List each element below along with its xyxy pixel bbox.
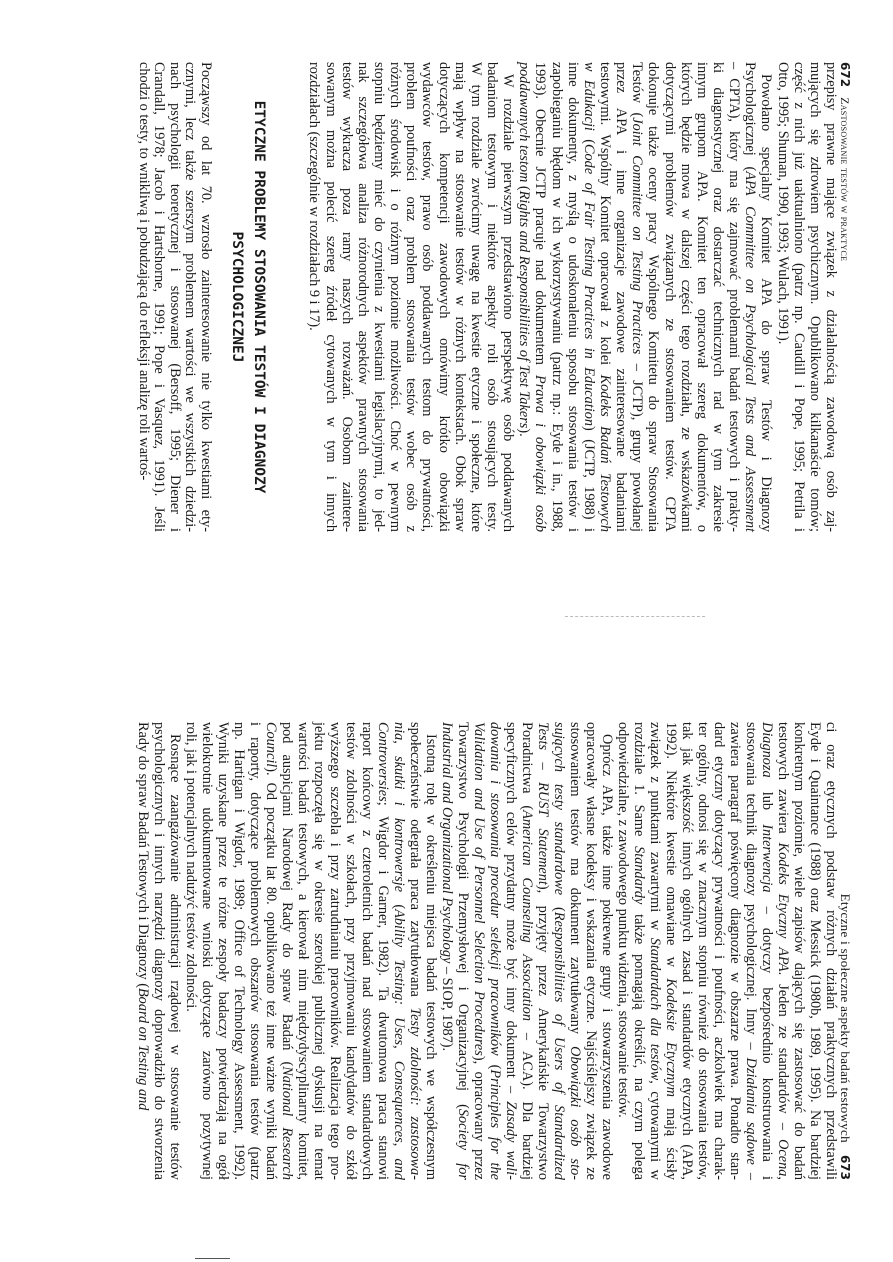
text-segment: ( xyxy=(391,892,407,910)
text-segment: Rady do spraw Badań Testowych i Diagnozy ( xyxy=(135,722,151,988)
text-segment: – dotyczy bezpośrednio konstruowania i xyxy=(759,892,775,1181)
text-line: raport końcowy z czteroletnich badań nad stosowaniem standardowych xyxy=(359,722,375,1180)
text-line: część z nich już uaktualniono (patrz np. Caudill i Pope, 1995; Petrila i xyxy=(790,62,807,532)
text-line: dotyczących kompetencji zawodowych omówimy krótko obowiązki xyxy=(435,62,452,532)
italic-text: Działania sądowe xyxy=(743,1057,759,1165)
text-segment: 1993). Obecnie JCTP pracuje nad dokumentem xyxy=(532,62,549,375)
text-segment: ( xyxy=(551,895,567,912)
italic-text: Kodeks Etyczny APA xyxy=(775,842,791,972)
italic-text: poddawanych testom xyxy=(516,62,533,183)
text-line xyxy=(263,722,279,1180)
text-line: których będzie mowa w dalszej części tego rozdziału, ze wskazówkami xyxy=(677,62,694,532)
text-segment: związek z punktami zawartymi w xyxy=(647,722,663,938)
text-segment: ( xyxy=(580,130,597,144)
body-text xyxy=(135,722,839,1180)
paragraph xyxy=(774,62,839,532)
text-line xyxy=(439,722,455,1180)
scan-artifact xyxy=(565,616,705,617)
text-line: rozdziałach (szczególnie w rozdziałach 9 i 17). xyxy=(306,62,323,331)
text-segment: . Jeden ze standardów – xyxy=(775,971,791,1140)
italic-text: National Research xyxy=(279,1066,295,1180)
text-line xyxy=(629,62,645,532)
text-line: tak jak większość innych ogólnych zasad i standardów etycznych (APA, xyxy=(679,722,695,1180)
text-segment: lub xyxy=(759,777,775,825)
section-heading-line: ETYCZNE PROBLEMY STOSOWANIA TESTÓW I DIAGNOZY xyxy=(251,100,267,494)
text-segment: ; Wigdor i Garner, 1982). Ta dwutomowa praca stanowi xyxy=(375,801,391,1180)
italic-text: nia, skutki i kontrowersje xyxy=(391,722,407,893)
text-line: różnych środowisk i o różnym poziomie możliwości. Choć w pewnym xyxy=(387,62,404,532)
text-segment: Poradnictwa ( xyxy=(519,722,535,811)
italic-text: Controversies xyxy=(375,722,391,802)
page-number: 672 xyxy=(838,62,852,88)
italic-text: Validation and Use of Personnel Selection Procedures xyxy=(471,722,487,1056)
text-line: Począwszy od lat 70. wzrosło zainteresowanie nie tylko kwestiami ety- xyxy=(198,62,214,532)
text-segment: Towarzystwo Psychologii Przemysłowej i Organizacyjnej ( xyxy=(455,722,471,1109)
section-heading-line: PSYCHOLOGICZNEJ xyxy=(229,231,245,363)
text-line xyxy=(471,722,487,1180)
italic-text: Obowiązki osób sto- xyxy=(567,1046,583,1180)
paragraph xyxy=(615,722,839,1180)
italic-text: Code of Fair Testing Practices in Education xyxy=(580,144,597,427)
text-line: konkretnym poziomie, wiele zapisów dających się zastosować do badań xyxy=(791,722,807,1180)
italic-text: Tests – RUST Statement xyxy=(535,722,551,885)
left-page xyxy=(128,62,858,532)
text-line: Otto, 1995; Shuman, 1990, 1993; Wulach, 1991). xyxy=(774,62,791,345)
text-line: dokonuje także oceny pracy Wspólnego Komitetu do spraw Stosowania xyxy=(645,62,662,532)
text-segment: ), opracowany przez xyxy=(471,1055,487,1180)
text-segment: testowymi. Wspólny Komitet opracował z kolei xyxy=(597,62,614,375)
text-line xyxy=(663,722,679,1180)
text-line xyxy=(455,722,471,1180)
text-line xyxy=(743,722,759,1180)
text-line: Powołano specjalny Komitet APA do spraw Testów i Diagnozy xyxy=(758,74,775,532)
text-line: dotyczącymi problemów związanych ze stosowaniem testów. CPTA xyxy=(661,62,678,532)
text-line xyxy=(597,62,613,532)
italic-text: Board on Testing and xyxy=(135,987,151,1111)
text-segment: mają ścisły xyxy=(663,1096,679,1180)
text-segment: ), przyjęty przez Amerykańskie Towarzystwo xyxy=(535,884,551,1180)
text-segment: ) (JCTP, 1988) i xyxy=(580,426,597,532)
text-line: Oprócz APA, także inne pokrewne grupy i stowarzyszenia zawodowe xyxy=(599,734,615,1180)
text-line: innym grupom APA. Komitet ten opracował szereg dokumentów, o xyxy=(693,62,710,532)
text-line: odpowiedzialne, z zawodowego punktu widzenia, stosowanie testów. xyxy=(615,722,631,1118)
text-line xyxy=(581,62,597,532)
text-line xyxy=(532,62,548,532)
text-line xyxy=(391,722,407,1180)
text-line: Rosnące zaangażowanie administracji rządowej w stosowanie testów xyxy=(167,734,183,1180)
italic-text: Standardach dla testów xyxy=(647,937,663,1081)
text-segment: testowych zawiera xyxy=(775,722,791,843)
text-line: ci oraz etycznych podstaw różnych działań praktycznych przedstawili xyxy=(823,722,839,1180)
text-line: Istotną rolę w określeniu miejsca badań testowych we współczesnym xyxy=(423,734,439,1180)
running-title: Etyczne i społeczne aspekty badań testowych xyxy=(838,893,853,1143)
page-number: 673 xyxy=(838,1154,852,1180)
text-line: ter ogólny, odnosi się w znacznym stopniu również do stosowania testów, xyxy=(695,722,711,1180)
italic-text: Ability Testing: Uses, Consequences, and xyxy=(391,909,407,1180)
text-line: wyższego szczebla i przy zatrudnianiu pracowników. Realizacja tego pro- xyxy=(327,722,343,1180)
text-line xyxy=(647,722,663,1180)
italic-text: Zasady wali- xyxy=(503,1101,519,1180)
text-line xyxy=(759,722,775,1180)
text-line: W rozdziale pierwszym przedstawiono perspektywę osób poddawanych xyxy=(500,74,517,532)
text-line: sowanym można polecić szereg źródeł cytowanych w tym i innych xyxy=(322,62,339,532)
text-segment: – JCTP), grupy powołanej xyxy=(629,354,646,532)
italic-text: Prawa i obowiązki osób xyxy=(532,374,549,532)
text-line: – CPTA), który ma się zajmować problemami badań testowych i prakty- xyxy=(726,62,743,532)
text-line: nach psychologii teoretycznej i stosowanej (Bersoff, 1995; Diener i xyxy=(167,62,183,532)
text-segment: specyficznych celów przydatny może być inny dokument – xyxy=(503,722,519,1102)
text-line: dard etyczny dotyczący prywatności i poufności, aczkolwiek ma charak- xyxy=(711,722,727,1180)
italic-text: Kodeksie Etycznym xyxy=(663,978,679,1097)
section-heading xyxy=(226,62,270,532)
text-line: wydawców testów, prawo osób poddawanych testom do prywatności, xyxy=(419,62,436,532)
text-line: mujących się zdrowiem psychicznym. Opublikowano kilkanaście tomów; xyxy=(806,62,823,532)
running-title: Zastosowanie testów w praktyce xyxy=(838,97,852,262)
text-line: przepisy prawne mające związek z działalnością zawodową osób zaj- xyxy=(823,62,839,532)
italic-text: Kodeks Badań Testowych xyxy=(597,374,614,532)
text-line: i raporty, dotyczące problemowych obszarów stosowania testów (patrz xyxy=(247,722,263,1180)
italic-text: Joint Committee on Testing Practices xyxy=(629,117,646,355)
italic-text: Principles for the xyxy=(487,1069,503,1180)
text-line: badaniom testowym i niektóre aspekty roli osób stosujących testy. xyxy=(484,62,501,532)
italic-text: sujących testy standardowe xyxy=(551,722,567,896)
text-line xyxy=(567,722,583,1180)
italic-text: Industrial and Organizational Psychology xyxy=(439,722,455,964)
italic-text: Rights and Responsibilities of Test Takers xyxy=(516,190,533,429)
italic-text: Ocena, xyxy=(775,1139,791,1180)
text-line: zapobieganiu błędom w ich wykorzystywaniu (patrz np.: Eyde i in., 1988, xyxy=(548,62,565,532)
text-line: inne dokumenty, z myślą o udoskonaleniu sposobu stosowania testów i xyxy=(564,62,581,532)
text-segment: ). Od początku lat 80. opublikowano też inne ważne wyniki badań xyxy=(263,767,279,1180)
text-segment: ). xyxy=(516,428,533,437)
text-line: testów wykracza poza ramy naszych rozważań. Osobom zaintere- xyxy=(338,62,355,532)
text-segment: – ACA). Dla bardziej xyxy=(519,1021,535,1181)
paragraph xyxy=(136,62,214,532)
body-text xyxy=(306,62,839,532)
italic-text: w Edukacji xyxy=(580,62,597,131)
text-line xyxy=(519,722,535,1180)
text-line: mają wpływ na stosowanie testów w różnych kontekstach. Obok spraw xyxy=(451,62,468,532)
paragraph xyxy=(439,722,615,1180)
text-line: W tym rozdziale zwrócimy uwagę na kwestie etyczne i społeczne, które xyxy=(467,62,484,532)
italic-text: Testy zdolności: zastosowa- xyxy=(407,1007,423,1181)
text-segment: ( xyxy=(516,182,533,191)
text-segment: stosowaniem testów ma dokument zatytułowany xyxy=(567,722,583,1047)
text-segment: także pomagają określić, na czym polega xyxy=(631,904,647,1180)
text-segment: Psychologicznej ( xyxy=(742,62,759,172)
italic-text: Society for xyxy=(455,1108,471,1180)
text-segment: stosowania technik diagnozy psychologicznej. Inny – xyxy=(743,722,759,1058)
running-header xyxy=(837,62,853,532)
section-body-text xyxy=(136,62,214,532)
text-segment: 1992). Niektóre kwestie omawiane w xyxy=(663,722,679,979)
text-line xyxy=(503,722,519,1180)
text-line: Crandall, 1978; Jacob i Hartshorne, 1991; Pope i Vasquez, 1991). Jeśli xyxy=(151,62,168,532)
paragraph xyxy=(135,722,183,1180)
italic-text: dowania i stosowania procedur selekcji pracowników xyxy=(487,722,503,1056)
text-line xyxy=(516,62,532,532)
text-line: psychologicznych i innych narzędzi diagnozy doprowadziło do stworzenia xyxy=(151,722,167,1180)
text-line xyxy=(775,722,791,1180)
italic-text: Diagnoza xyxy=(759,722,775,778)
text-line: cznymi, lecz także szerszym problemem wartości we wszystkich dziedzi- xyxy=(182,62,199,532)
paragraph xyxy=(183,722,439,1180)
text-line: przez APA i inne organizacje zawodowe zainteresowane badaniami xyxy=(613,62,630,532)
text-segment: społeczeństwie odegrała praca zatytułowana xyxy=(407,722,423,1008)
text-segment: rozdziale 1. Same xyxy=(631,722,647,847)
paragraph xyxy=(306,62,516,532)
text-segment: pod auspicjami Narodowej Rady do spraw Badań ( xyxy=(279,722,295,1067)
text-line xyxy=(631,722,647,1180)
text-line: np. Hartigan i Wigdor, 1989; Office of Technology Assessment, 1992). xyxy=(231,722,247,1180)
text-line: zawiera paragraf poświęcony diagnozie w obszarze prawa. Ponadto stan- xyxy=(727,722,743,1180)
right-page xyxy=(128,722,858,1180)
text-line: stopniu będziemy mieć do czynienia z kwestiami legislacyjnymi, to jed- xyxy=(371,62,388,532)
text-line xyxy=(742,62,758,532)
italic-text: American Counseling Association xyxy=(519,810,535,1021)
text-line xyxy=(135,722,151,1180)
text-line: Eyde i Quaintance (1988) oraz Messick (1980b, 1989, 1995). Na bardziej xyxy=(807,722,823,1180)
text-line: nak szczegółowa analiza różnorodnych aspektów prawnych stosowania xyxy=(354,62,371,532)
text-line xyxy=(279,722,295,1180)
italic-text: Responsibilities of Users of Standardized xyxy=(551,911,567,1180)
text-segment: Testów ( xyxy=(629,62,646,118)
text-segment: – SIOP, 1987). xyxy=(439,963,455,1052)
text-line: roli, jak i potencjalnych nadużyć testów zdolności. xyxy=(183,722,199,1012)
text-line: testów zdolności w szkołach, przy przyjmowaniu kandydatów do szkół xyxy=(343,722,359,1180)
running-header xyxy=(837,722,853,1180)
text-line: ki diagnostycznej oraz dostarczać technicznych rad w tym zakresie xyxy=(710,62,727,532)
scan-artifact xyxy=(195,1258,230,1259)
text-line: wielokrotnie udokumentowane wnioski dotyczące zarówno pozytywnej xyxy=(199,722,215,1180)
text-line xyxy=(535,722,551,1180)
text-line: chodzi o testy, to wnikliwą i pobudzającą do refleksji analizę roli wartoś- xyxy=(136,62,152,481)
text-line xyxy=(551,722,567,1180)
italic-text: Council xyxy=(263,722,279,768)
text-segment: , cytowanymi w xyxy=(647,1080,663,1180)
paragraph xyxy=(516,62,774,532)
text-line: problem poufności oraz problem stosowania testów wobec osób z xyxy=(403,62,420,532)
italic-text: Interwencja xyxy=(759,824,775,893)
text-segment: ( xyxy=(487,1055,503,1070)
text-line xyxy=(487,722,503,1180)
text-line xyxy=(375,722,391,1180)
text-segment: – xyxy=(743,1164,759,1180)
text-line: wartości badań testowych, a kierował nim międzydyscyplinarny komitet, xyxy=(295,722,311,1180)
text-line: Wyniki uzyskane przez te różne zespoły badaczy potwierdzają na ogół xyxy=(215,722,231,1180)
italic-text: Standardy xyxy=(631,846,647,905)
text-line: jektu rozpoczęła się w okresie szerokiej publicznej dyskusji na temat xyxy=(311,722,327,1180)
italic-text: APA Committee on Psychological Tests and Assessment xyxy=(742,171,759,532)
text-line xyxy=(407,722,423,1180)
text-line: opracowały własne kodeksy i wskazania etyczne. Najściślejszy związek ze xyxy=(583,722,599,1180)
